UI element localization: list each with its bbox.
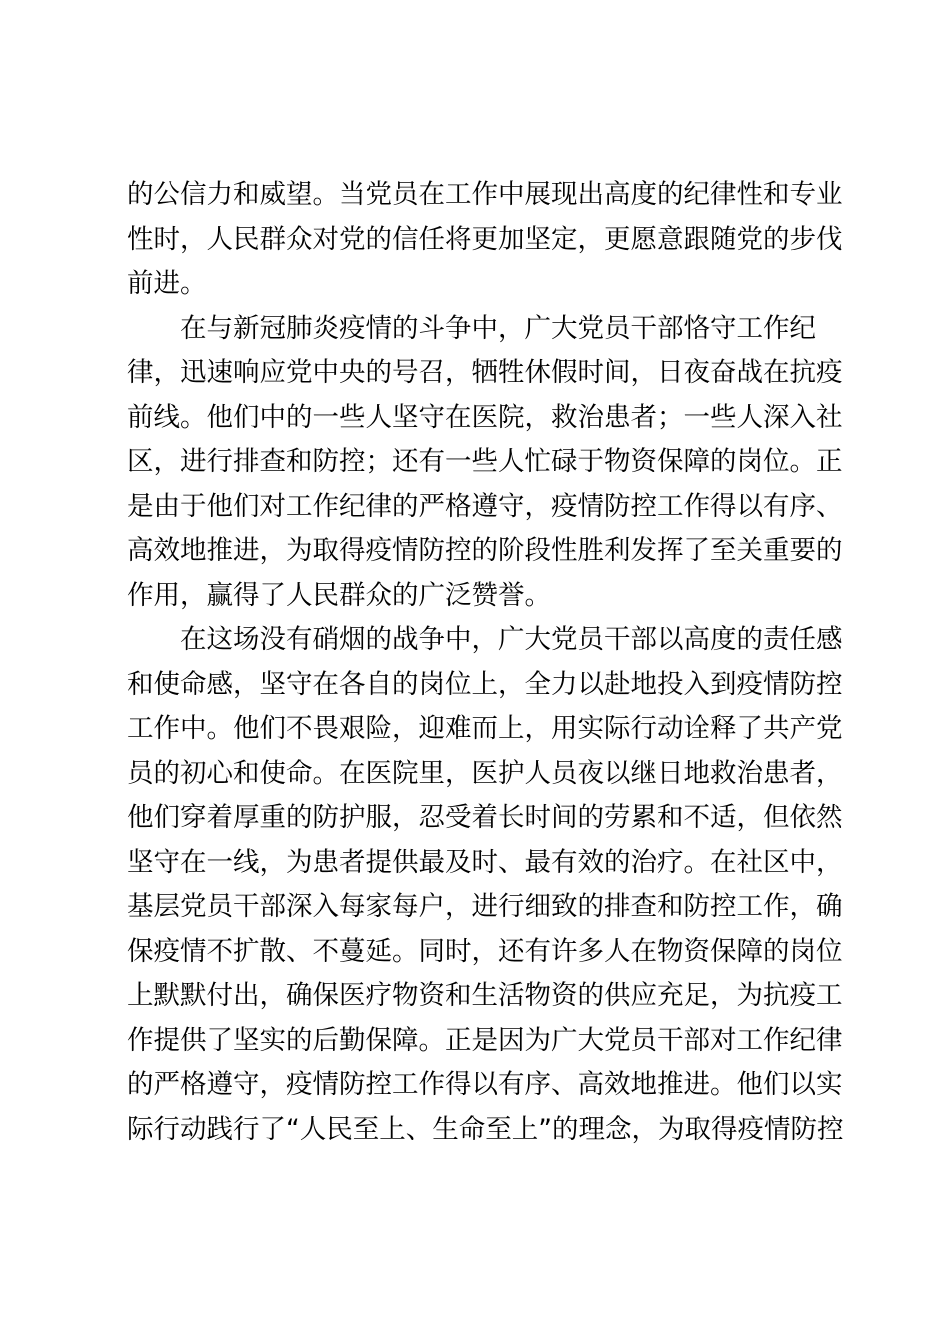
text-line-4: 在与新冠肺炎疫情的斗争中，广大党员干部恪守工作纪 [127, 312, 816, 344]
body-text [127, 173, 844, 1152]
text-line-16: 坚守在一线，为患者提供最及时、最有效的治疗。在社区中， [127, 846, 843, 878]
text-line-13: 工作中。他们不畏艰险，迎难而上，用实际行动诠释了共产党 [127, 713, 843, 744]
text-line-20: 作提供了坚实的后勤保障。正是因为广大党员干部对工作纪律 [127, 1024, 843, 1056]
text-line-6: 前线。他们中的一些人坚守在医院，救治患者；一些人深入社 [127, 401, 843, 433]
text-line-8: 是由于他们对工作纪律的严格遵守，疫情防控工作得以有序、 [127, 490, 843, 522]
text-line-19: 上默默付出，确保医疗物资和生活物资的供应充足，为抗疫工 [127, 980, 843, 1011]
text-line-1: 的公信力和威望。当党员在工作中展现出高度的纪律性和专业 [127, 179, 843, 210]
text-line-7: 区，进行排查和防控；还有一些人忙碌于物资保障的岗位。正 [127, 446, 843, 477]
text-line-18: 保疫情不扩散、不蔓延。同时，还有许多人在物资保障的岗位 [127, 935, 843, 967]
text-line-11: 在这场没有硝烟的战争中，广大党员干部以高度的责任感 [127, 624, 843, 655]
text-line-5: 律，迅速响应党中央的号召，牺牲休假时间，日夜奋战在抗疫 [127, 357, 843, 388]
text-line-22: 际行动践行了“人民至上、生命至上”的理念，为取得疫情防控 [127, 1113, 844, 1145]
text-line-14: 员的初心和使命。在医院里，医护人员夜以继日地救治患者， [127, 757, 843, 789]
text-line-9: 高效地推进，为取得疫情防控的阶段性胜利发挥了至关重要的 [127, 535, 843, 566]
text-line-3: 前进。 [127, 268, 207, 299]
text-line-2: 性时，人民群众对党的信任将更加坚定，更愿意跟随党的步伐 [127, 223, 843, 255]
text-line-21: 的严格遵守，疫情防控工作得以有序、高效地推进。他们以实 [127, 1069, 843, 1100]
text-line-15: 他们穿着厚重的防护服，忍受着长时间的劳累和不适，但依然 [127, 802, 843, 833]
text-line-10: 作用，赢得了人民群众的广泛赞誉。 [127, 579, 551, 611]
text-line-12: 和使命感，坚守在各自的岗位上，全力以赴地投入到疫情防控 [127, 668, 843, 700]
text-line-17: 基层党员干部深入每家每户，进行细致的排查和防控工作，确 [127, 891, 843, 922]
